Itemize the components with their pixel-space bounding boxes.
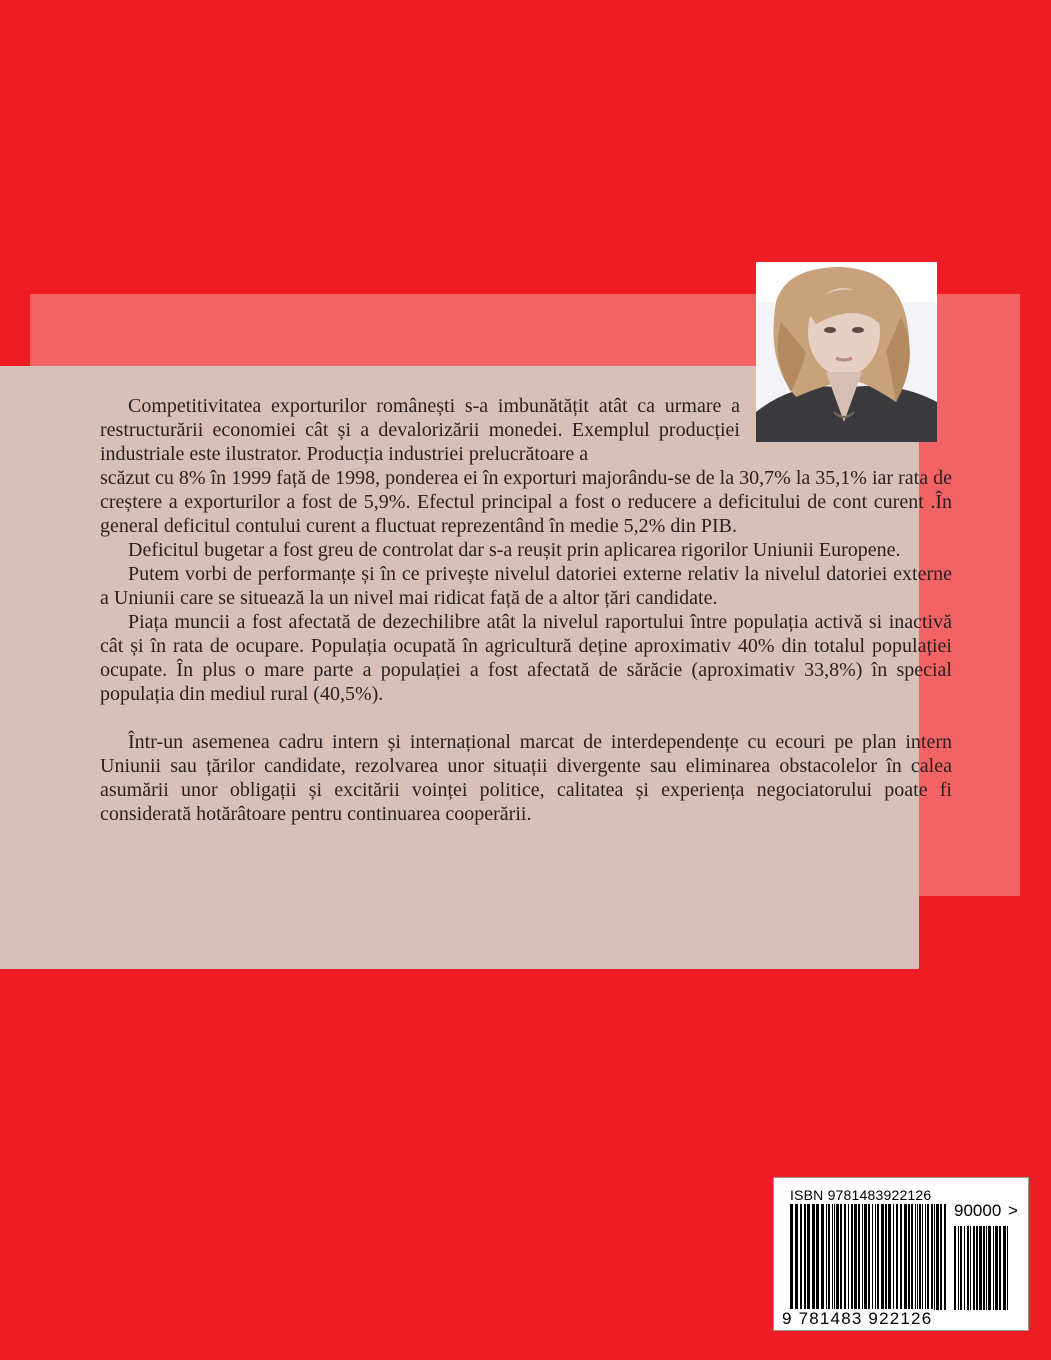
barcode-bar: [915, 1204, 916, 1310]
barcode-bar: [877, 1204, 879, 1310]
back-cover-text: [100, 394, 952, 826]
barcode-bar: [828, 1204, 830, 1310]
barcode-bar: [988, 1226, 991, 1310]
barcode-bar: [979, 1226, 982, 1310]
barcode-bar: [960, 1226, 962, 1310]
barcode-bar: [970, 1226, 971, 1310]
paragraph-1: Competitivitatea exporturilor românești s-a imbunătățit atât ca urmare a restructurării economiei cât și a devalorizării monedei. Exemplul producției industriale este ilustrator. Producția industriei prelucrătoare a: [100, 395, 740, 465]
paragraph-1-continued: scăzut cu 8% în 1999 față de 1998, ponderea ei în exporturi majorându-se de la 30,7% la 35,1% iar rata de creștere a exporturilor a fost de 5,9%. Efectul principal a fost o reducere a deficitului de cont curent .În general deficitul contului curent a fluctuat reprezentând în medie 5,2% din PIB.: [100, 467, 952, 537]
paragraph-5: Într-un asemenea cadru intern și internațional marcat de interdependențe cu ecouri pe plan intern Uniunii sau țărilor candidate, rezolvarea unor situații divergente sau eliminarea obstacolelor în calea asumării unor obligații și excitării voinței politice, calitatea și experiența negociatorului poate fi considerată hotărâtoare pentru continuarea cooperării.: [100, 731, 952, 825]
addon-arrow: >: [1008, 1201, 1018, 1220]
barcode-bar: [807, 1204, 810, 1310]
barcode-bar: [983, 1226, 985, 1310]
paragraph-4: Piața muncii a fost afectată de dezechilibre atât la nivelul raportului între populația activă si inactivă cât și în rata de ocupare. Populația ocupată în agricultură deține aproximativ 40% din totalul populației ocupate. În plus o mare parte a populației a fost afectată de sărăcie (aproximativ 33,8%) în special populația din mediul rural (40,5%).: [100, 611, 952, 705]
addon-barcode-bars-icon: [954, 1226, 1010, 1310]
barcode-bar: [804, 1204, 806, 1310]
barcode-bar: [995, 1226, 998, 1310]
barcode-bar: [904, 1204, 907, 1310]
barcode-bar: [840, 1204, 842, 1310]
paragraph-2: Deficitul bugetar a fost greu de controlat dar s-a reușit prin aplicarea rigorilor Uniunii Europene.: [128, 539, 901, 561]
addon-code: 90000: [954, 1201, 1002, 1220]
barcode-bar: [834, 1204, 835, 1310]
barcode-bar: [911, 1204, 913, 1310]
barcode-bar: [944, 1204, 946, 1310]
barcode-bar: [795, 1204, 798, 1310]
barcode-bar: [790, 1204, 793, 1310]
barcode-bar: [885, 1204, 887, 1310]
barcode-bar: [858, 1204, 860, 1310]
barcode-bar: [999, 1226, 1001, 1310]
isbn-barcode: [773, 1177, 1029, 1331]
barcode-bar: [800, 1204, 802, 1310]
barcode-bar: [812, 1204, 815, 1310]
barcode-bar: [893, 1204, 894, 1310]
barcode-bar: [896, 1204, 898, 1310]
barcode-bar: [881, 1204, 884, 1310]
barcode-bar: [900, 1204, 902, 1310]
barcode-bar: [934, 1204, 935, 1310]
barcode-bar: [927, 1204, 929, 1310]
barcode-bar: [940, 1204, 942, 1310]
barcode-bar: [976, 1226, 978, 1310]
barcode-bar: [832, 1204, 833, 1310]
barcode-bar: [936, 1204, 939, 1310]
barcode-bar: [917, 1204, 918, 1310]
isbn-digits: 9 781483 922126: [782, 1309, 933, 1328]
barcode-bar: [816, 1204, 819, 1310]
barcode-bar: [919, 1204, 921, 1310]
barcode-bar: [851, 1204, 853, 1310]
isbn-label: ISBN 9781483922126: [790, 1187, 932, 1203]
barcode-bar: [993, 1226, 994, 1310]
barcode-bar: [986, 1226, 987, 1310]
barcode-bar: [875, 1204, 876, 1310]
barcode-bar: [931, 1204, 933, 1310]
barcode-bar: [922, 1204, 923, 1310]
barcode-bar: [864, 1204, 867, 1310]
barcode-bar: [848, 1204, 849, 1310]
barcode-bar: [1003, 1226, 1006, 1310]
barcode-bar: [967, 1226, 969, 1310]
barcode-bar: [854, 1204, 857, 1310]
barcode-bar: [868, 1204, 870, 1310]
barcode-bar: [888, 1204, 891, 1310]
barcode-bar: [908, 1204, 910, 1310]
barcode-bar: [954, 1226, 956, 1310]
barcode-bar: [862, 1204, 863, 1310]
barcode-bar: [826, 1204, 827, 1310]
paragraph-3: Putem vorbi de performanțe și în ce privește nivelul datoriei externe relativ la nivelul datoriei externe a Uniunii care se situează la un nivel mai ridicat față de a altor țări candidate.: [100, 563, 952, 609]
barcode-bar: [821, 1204, 824, 1310]
barcode-bar: [844, 1204, 846, 1310]
barcode-bar: [958, 1226, 959, 1310]
barcode-bar: [836, 1204, 839, 1310]
barcode-bar: [1007, 1226, 1008, 1310]
barcode-bar: [973, 1226, 975, 1310]
barcode-bar: [964, 1226, 965, 1310]
barcode-bar: [925, 1204, 926, 1310]
barcode-bars-icon: [790, 1204, 948, 1310]
barcode-bar: [872, 1204, 873, 1310]
